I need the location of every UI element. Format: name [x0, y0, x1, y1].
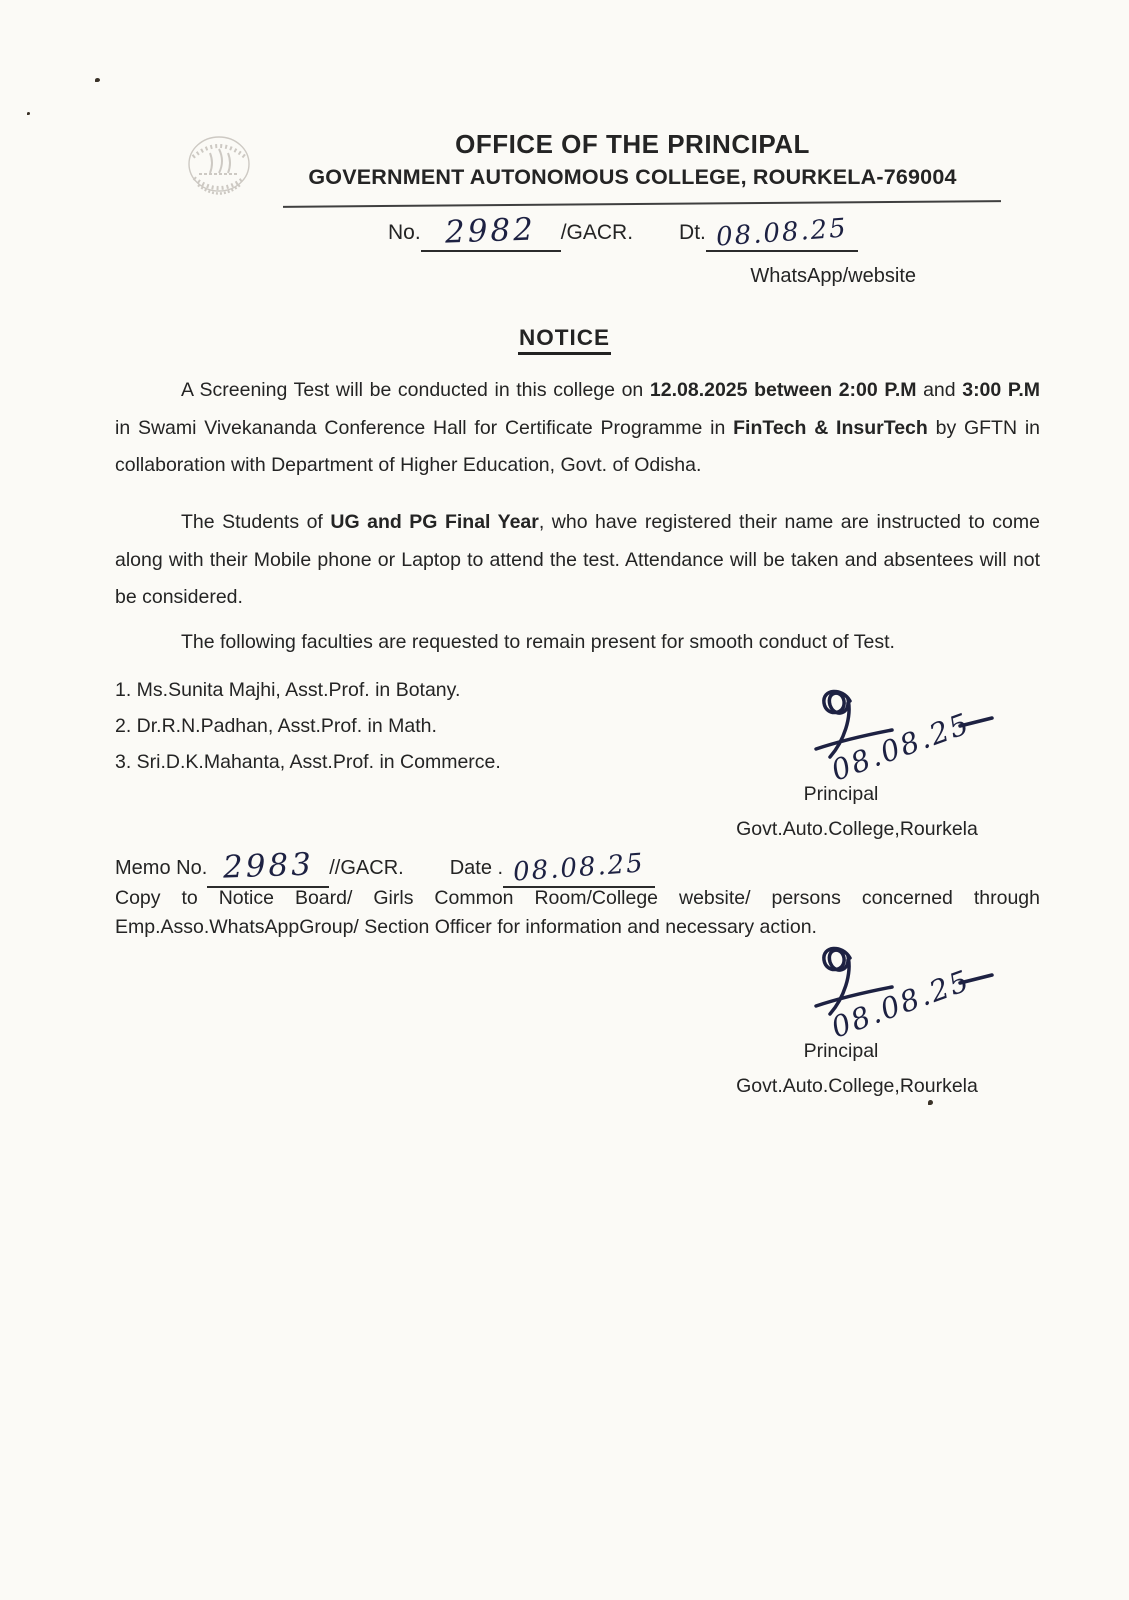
office-title: OFFICE OF THE PRINCIPAL	[455, 129, 810, 159]
text-run: FinTech & InsurTech	[733, 416, 928, 439]
ref-no-slot	[421, 211, 561, 252]
memo-line	[115, 846, 655, 888]
principal-signature-icon	[788, 683, 1003, 788]
ref-dt-slot	[706, 213, 858, 253]
ref-dt-value: 08.08.25	[715, 213, 849, 253]
principal-title: Principal	[803, 1040, 879, 1062]
text-run: , who have registered their name are instructed to come along with their Mobile phone or Laptop to attend the test. Attendance will be taken and absentees will not be considered.	[115, 511, 1040, 608]
ink-speck	[95, 78, 100, 82]
ref-no-label: No.	[388, 221, 421, 244]
text-run: 12.08.2025 between 2:00 P.M	[649, 379, 917, 401]
memo-no-value: 2983	[222, 846, 315, 886]
notice-heading: NOTICE	[518, 325, 611, 355]
ink-speck	[27, 112, 30, 115]
signature-block-2	[726, 940, 988, 1098]
text-run: The Students of	[181, 511, 331, 533]
copy-to-text: Copy to Notice Board/ Girls Common Room/College website/ persons concerned through Emp.Asso.WhatsAppGroup/ Section Officer for information and necessary action.	[115, 887, 1040, 938]
list-item: 2. Dr.R.N.Padhan, Asst.Prof. in Math.	[115, 715, 437, 737]
memo-date-slot	[503, 848, 655, 888]
ref-suffix-label: /GACR.	[560, 221, 634, 244]
paragraph-faculties-request: The following faculties are requested to remain present for smooth conduct of Test.	[181, 631, 895, 653]
text-run: by GFTN in collaboration with Department of Higher Education, Govt. of Odisha.	[115, 416, 1041, 476]
letterhead	[175, 129, 1090, 190]
memo-no-slot	[207, 846, 329, 888]
memo-date-value: 08.08.25	[512, 848, 646, 888]
ref-dt-label: Dt.	[679, 221, 706, 244]
text-run: A Screening Test will be conducted in this college on	[181, 379, 650, 401]
signature-date: 08.08.25	[826, 962, 975, 1045]
memo-label: Memo No.	[115, 857, 208, 879]
header-divider	[283, 200, 1001, 208]
principal-org: Govt.Auto.College,Rourkela	[736, 818, 978, 840]
principal-title: Principal	[803, 783, 879, 805]
principal-org: Govt.Auto.College,Rourkela	[736, 1075, 978, 1097]
ink-speck	[928, 1100, 933, 1105]
text-run: in Swami Vivekananda Conference Hall for Certificate Programme in	[115, 416, 734, 439]
list-item: 1. Ms.Sunita Majhi, Asst.Prof. in Botany.	[115, 679, 461, 701]
signature-date: 08.08.25	[826, 705, 975, 788]
text-run: and	[916, 379, 963, 401]
faculty-list	[115, 672, 501, 780]
distribution-channel: WhatsApp/website	[750, 265, 916, 287]
signature-block-1	[726, 683, 988, 841]
ref-no-value: 2982	[444, 211, 537, 251]
text-run: 3:00 P.M	[962, 379, 1040, 401]
principal-signature-icon	[788, 940, 1003, 1045]
paragraph-students-instruction	[115, 504, 1040, 617]
college-name: GOVERNMENT AUTONOMOUS COLLEGE, ROURKELA-769004	[308, 165, 957, 189]
list-item: 3. Sri.D.K.Mahanta, Asst.Prof. in Commerce.	[115, 751, 501, 773]
text-run: UG and PG Final Year	[330, 511, 539, 533]
memo-suffix-label: //GACR.	[329, 857, 404, 879]
notice-heading-row	[0, 325, 1129, 355]
paragraph-screening-test	[115, 372, 1040, 485]
memo-date-label: Date .	[449, 857, 504, 879]
ref-number-line	[388, 211, 858, 253]
